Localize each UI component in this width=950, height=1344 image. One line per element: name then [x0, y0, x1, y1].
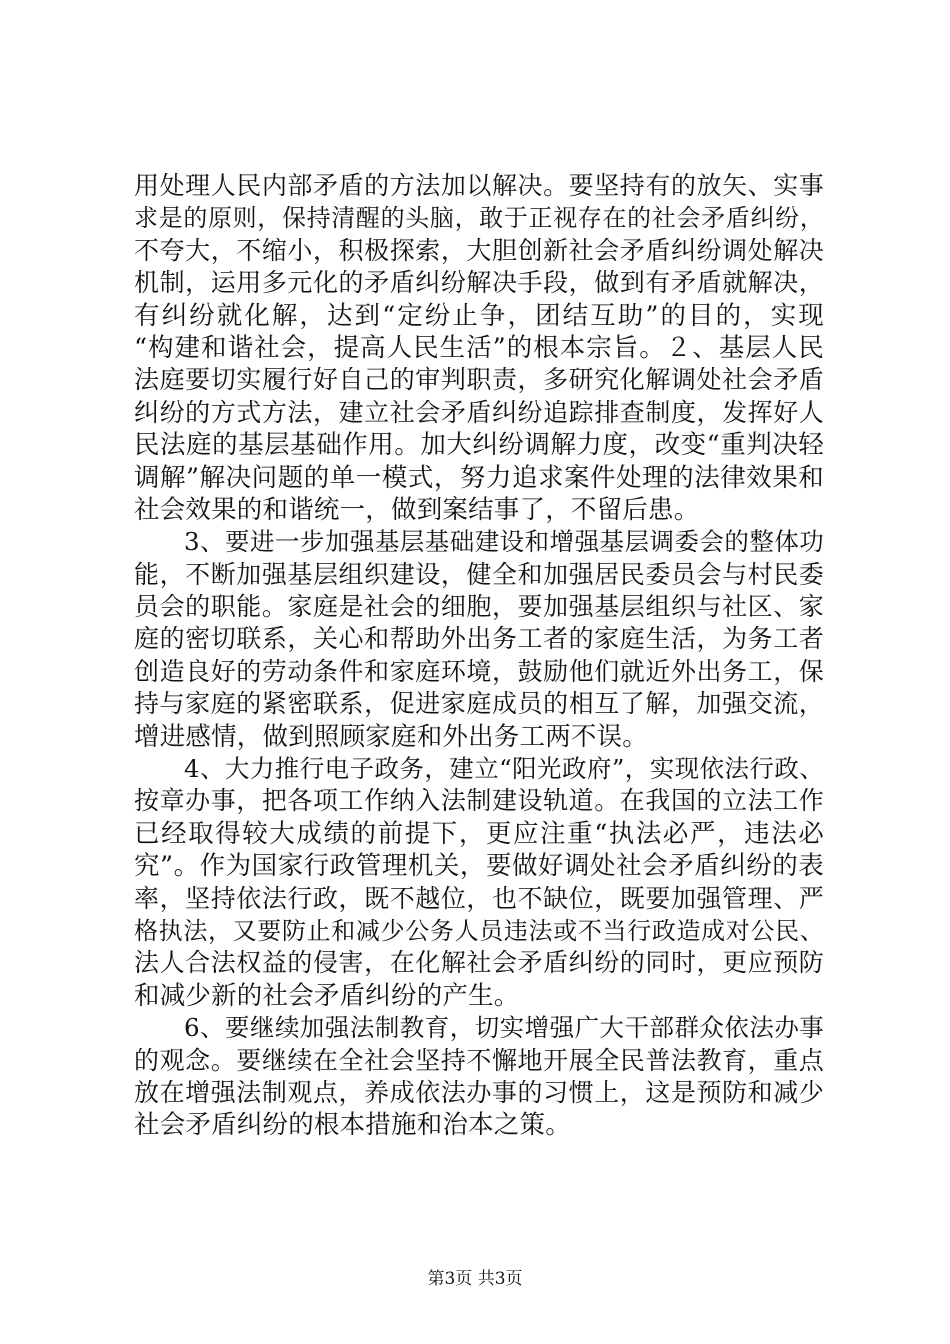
- text-line: 率，坚持依法行政，既不越位，也不缺位，既要加强管理、严: [134, 883, 824, 913]
- text-line: 究”。作为国家行政管理机关，要做好调处社会矛盾纠纷的表: [134, 851, 824, 882]
- text-line: 法人合法权益的侵害，在化解社会矛盾纠纷的同时，更应预防: [134, 948, 824, 978]
- text-line: 格执法，又要防止和减少公务人员违法或不当行政造成对公民、: [134, 916, 824, 945]
- text-line: 用处理人民内部矛盾的方法加以解决。要坚持有的放矢、实事: [134, 171, 824, 200]
- text-line: 的观念。要继续在全社会坚持不懈地开展全民普法教育，重点: [134, 1045, 824, 1075]
- text-line: 已经取得较大成绩的前提下，更应注重“执法必严，违法必: [134, 818, 824, 849]
- paragraph-start-line: 3、要进一步加强基层基础建设和增强基层调委会的整体功: [184, 527, 824, 557]
- text-line: 民法庭的基层基础作用。加大纠纷调解力度，改变“重判决轻: [134, 430, 824, 461]
- text-line: 社会效果的和谐统一，做到案结事了，不留后患。: [134, 494, 700, 525]
- text-line: 持与家庭的紧密联系，促进家庭成员的相互了解，加强交流，: [134, 689, 824, 719]
- text-line: 求是的原则，保持清醒的头脑，敢于正视存在的社会矛盾纠纷，: [134, 204, 824, 233]
- text-line: 能，不断加强基层组织建设，健全和加强居民委员会与村民委: [134, 559, 824, 589]
- text-line: 有纠纷就化解，达到“定纷止争，团结互助”的目的，实现: [134, 300, 824, 331]
- document-body: [134, 170, 824, 1142]
- paragraph-start-line: 4、大力推行电子政务，建立“阳光政府”，实现依法行政、: [184, 754, 824, 784]
- text-line: 庭的密切联系，关心和帮助外出务工者的家庭生活，为务工者: [134, 624, 824, 654]
- text-line: 机制，运用多元化的矛盾纠纷解决手段，做到有矛盾就解决，: [134, 268, 824, 298]
- text-line: 社会矛盾纠纷的根本措施和治本之策。: [134, 1110, 571, 1141]
- text-line: 调解”解决问题的单一模式，努力追求案件处理的法律效果和: [134, 462, 824, 493]
- text-line: 增进感情，做到照顾家庭和外出务工两不误。: [134, 721, 649, 752]
- text-line: 按章办事，把各项工作纳入法制建设轨道。在我国的立法工作: [134, 786, 824, 816]
- text-line: 创造良好的劳动条件和家庭环境，鼓励他们就近外出务工，保: [134, 656, 824, 686]
- text-line: “构建和谐社会，提高人民生活”的根本宗旨。２、基层人民: [134, 332, 824, 363]
- text-line: 不夸大，不缩小，积极探索，大胆创新社会矛盾纠纷调处解决: [134, 235, 824, 265]
- page-number-footer: 第3页 共3页: [427, 1269, 523, 1289]
- text-line: 纠纷的方式方法，建立社会矛盾纠纷追踪排查制度，发挥好人: [134, 397, 824, 427]
- text-line: 放在增强法制观点，养成依法办事的习惯上，这是预防和减少: [134, 1077, 824, 1107]
- text-line: 和减少新的社会矛盾纠纷的产生。: [134, 980, 520, 1011]
- text-line: 员会的职能。家庭是社会的细胞，要加强基层组织与社区、家: [134, 592, 824, 622]
- paragraph-start-line: 6、要继续加强法制教育，切实增强广大干部群众依法办事: [184, 1013, 824, 1043]
- text-line: 法庭要切实履行好自己的审判职责，多研究化解调处社会矛盾: [134, 365, 824, 395]
